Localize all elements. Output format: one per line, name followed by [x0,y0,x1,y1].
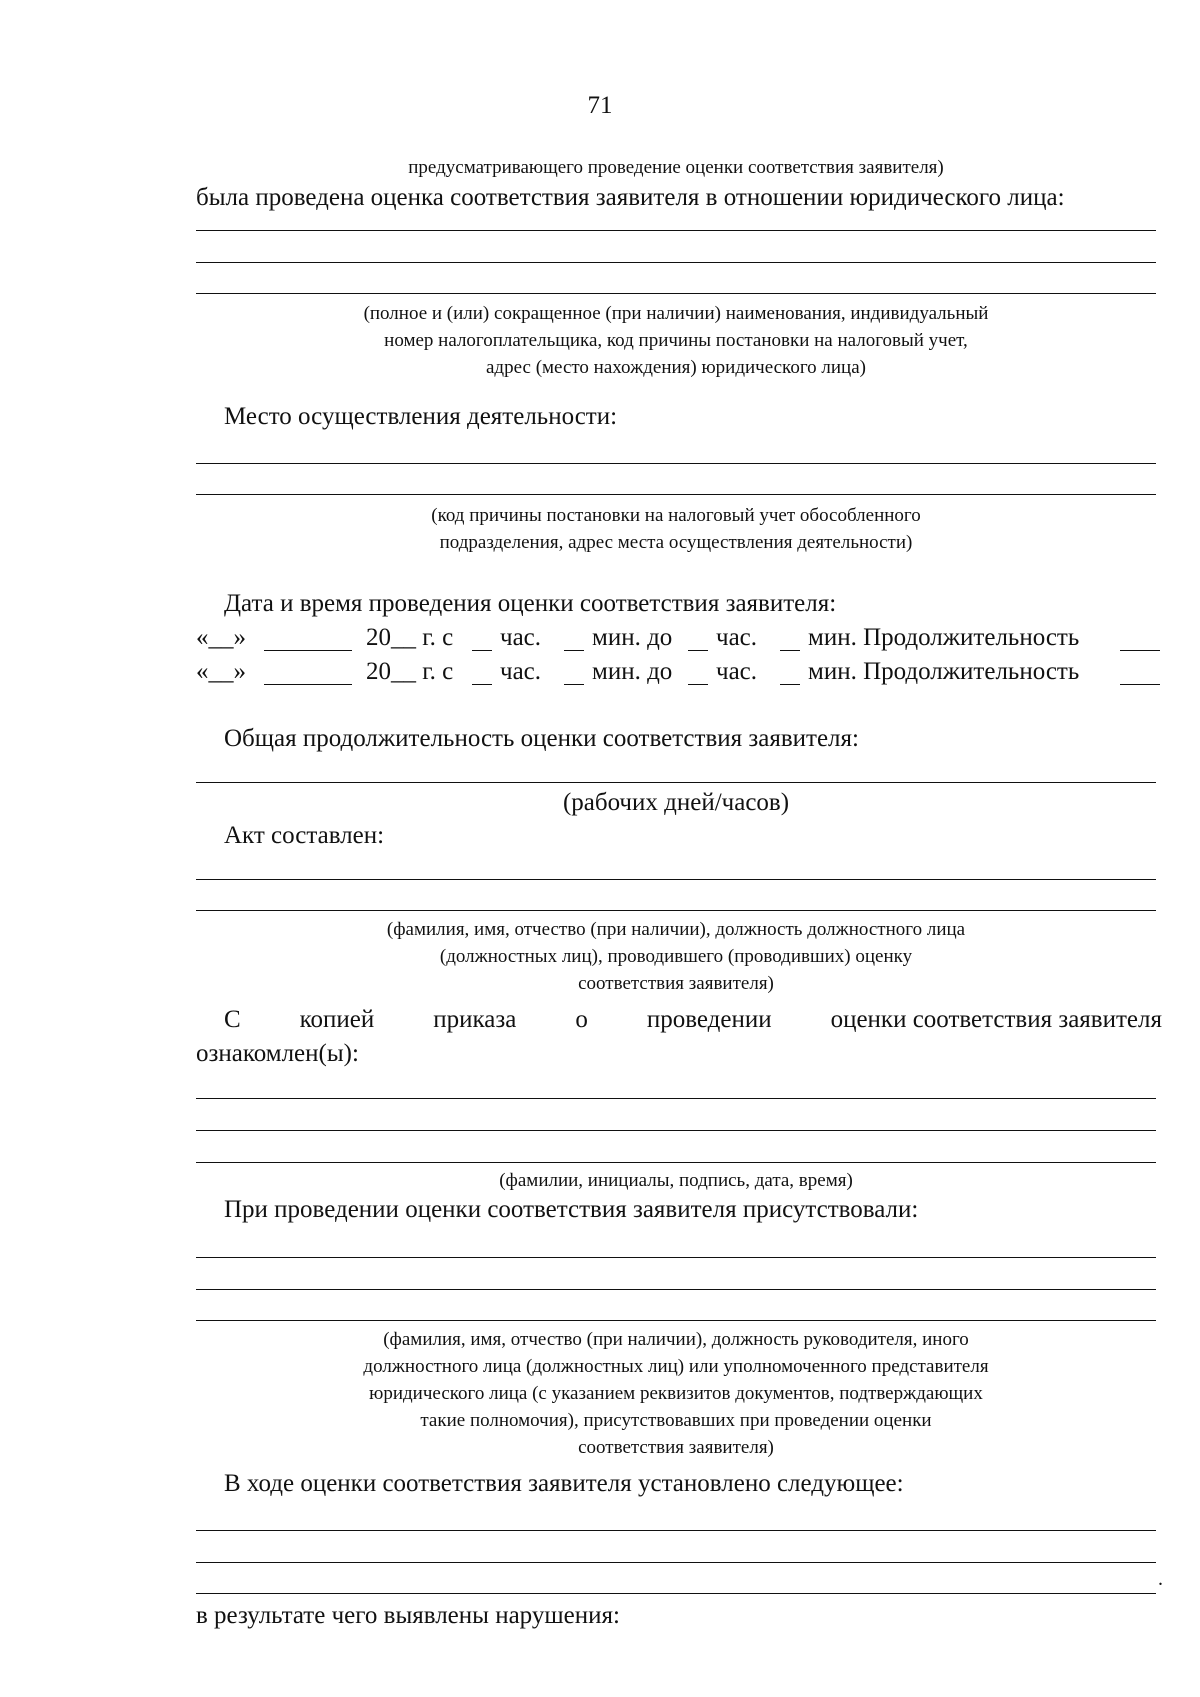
caption-line: номер налогоплательщика, код причины постановки на налоговый учет, [384,330,968,351]
date-month-blank [264,662,352,692]
hour-from-label: час. [500,624,542,651]
caption-line: адрес (место нахождения) юридического лица) [486,357,866,378]
acquainted-line-b [196,1130,1156,1131]
duration-label: мин. Продолжительность [808,624,1080,651]
findings-line-2 [196,1562,1156,1563]
caption-line: (фамилия, имя, отчество (при наличии), должность должностного лица [386,919,966,940]
legal-entity-line-3 [196,293,1156,294]
present-heading: При проведении оценки соответствия заявителя присутствовали: [224,1196,919,1223]
act-heading: Акт составлен: [224,822,385,849]
date-row-1 [196,624,1162,654]
hour-from-label: час. [500,658,542,685]
caption-line: (код причины постановки на налоговый учет обособленного [431,505,921,526]
findings-line-3 [196,1593,1156,1594]
acquainted-line-a [196,1098,1156,1099]
hour-to-blank [688,662,708,692]
min-to-label: мин. до [592,658,673,685]
findings-heading: В ходе оценки соответствия заявителя установлено следующее: [224,1470,904,1497]
duration-label: мин. Продолжительность [808,658,1080,685]
caption-line: юридического лица (с указанием реквизитов документов, подтверждающих [369,1383,983,1404]
findings-line-1 [196,1530,1156,1531]
min-to-label: мин. до [592,624,673,651]
duration-blank [1120,628,1160,658]
hour-from-blank [472,628,492,658]
date-day: «__» [196,624,246,651]
date-year: 20__ г. с [366,624,454,651]
present-line-1 [196,1257,1156,1258]
intro-line: была проведена оценка соответствия заявителя в отношении юридического лица: [196,184,1065,211]
date-row-2 [196,658,1162,688]
caption-line: должностного лица (должностных лиц) или уполномоченного представителя [363,1356,989,1377]
caption-line: (полное и (или) сокращенное (при наличии) наименования, индивидуальный [363,303,989,324]
present-line-3 [196,1320,1156,1321]
date-year: 20__ г. с [366,658,454,685]
caption-line: подразделения, адрес места осуществления деятельности) [439,532,913,553]
place-heading: Место осуществления деятельности: [224,403,618,430]
caption-order: предусматривающего проведение оценки соответствия заявителя) [408,157,944,178]
word: копией [299,1006,375,1033]
caption-place [196,502,1156,556]
caption-line: (фамилия, имя, отчество (при наличии), должность руководителя, иного [383,1329,969,1350]
min-from-blank [564,628,584,658]
word: проведении [646,1006,772,1033]
min-from-blank [564,662,584,692]
hour-to-blank [688,628,708,658]
caption-line: соответствия заявителя) [578,973,774,994]
hour-from-blank [472,662,492,692]
date-day: «__» [196,658,246,685]
hour-to-label: час. [716,658,758,685]
total-duration-line [196,782,1156,783]
acquainted-line-c [196,1162,1156,1163]
caption-line: соответствия заявителя) [578,1437,774,1458]
caption-present [196,1326,1156,1461]
duration-blank [1120,662,1160,692]
caption-act [196,916,1156,997]
total-duration-heading: Общая продолжительность оценки соответствия заявителя: [224,725,859,752]
place-line-2 [196,494,1156,495]
caption-legal-entity [196,300,1156,381]
act-line-2 [196,910,1156,911]
min-to-blank [780,628,800,658]
legal-entity-line-1 [196,230,1156,231]
present-line-2 [196,1289,1156,1290]
word: приказа [433,1006,517,1033]
caption-duration: (рабочих дней/часов) [562,789,790,816]
date-month-blank [264,628,352,658]
caption-line: такие полномочия), присутствовавших при проведении оценки [420,1410,932,1431]
min-to-blank [780,662,800,692]
legal-entity-line-2 [196,262,1156,263]
acquainted-line-1 [196,1006,1162,1034]
findings-end-mark: . [1158,1568,1163,1590]
hour-to-label: час. [716,624,758,651]
caption-line: (должностных лиц), проводившего (проводивших) оценку [439,946,913,967]
word: оценки соответствия заявителя [830,1006,1162,1033]
word: о [575,1006,588,1033]
page-number: 71 [587,92,613,119]
word: С [224,1006,241,1033]
datetime-heading: Дата и время проведения оценки соответствия заявителя: [224,590,837,617]
acquainted-line-2: ознакомлен(ы): [196,1040,359,1067]
caption-signatures: (фамилии, инициалы, подпись, дата, время) [499,1170,853,1191]
place-line-1 [196,463,1156,464]
violations-line: в результате чего выявлены нарушения: [196,1602,620,1629]
act-line-1 [196,879,1156,880]
